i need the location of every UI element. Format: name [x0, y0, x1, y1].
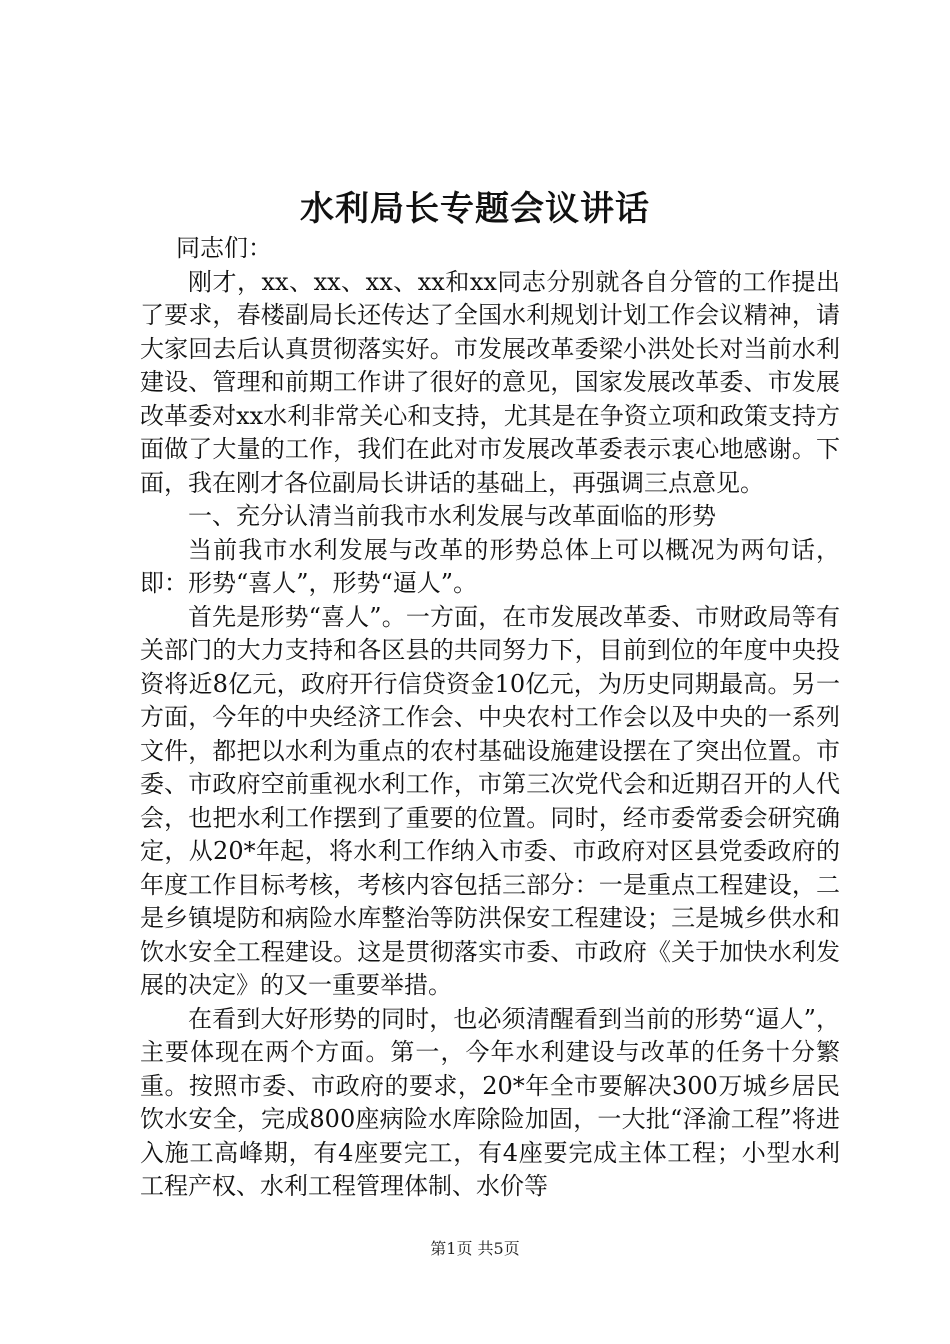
paragraph-favorable-situation: 首先是形势“喜人”。一方面，在市发展改革委、市财政局等有关部门的大力支持和各区县的共同努力下，目前到位的年度中央投资将近8亿元，政府开行信贷资金10亿元，为历史同期最高。另一方面，今年的中央经济工作会、中央农村工作会以及中央的一系列文件，都把以水利为重点的农村基础设施建设摆在了突出位置。市委、市政府空前重视水利工作，市第三次党代会和近期召开的人代会，也把水利工作摆到了重要的位置。同时，经市委常委会研究确定，从20*年起，将水利工作纳入市委、市政府对区县党委政府的年度工作目标考核，考核内容包括三部分：一是重点工程建设，二是乡镇堤防和病险水库整治等防洪保安工程建设；三是城乡供水和饮水安全工程建设。这是贯彻落实市委、市政府《关于加快水利发展的决定》的又一重要举措。	[140, 602, 840, 999]
document-body	[140, 232, 840, 1204]
document-title: 水利局长专题会议讲话	[300, 189, 650, 229]
paragraph-intro: 刚才，xx、xx、xx、xx和xx同志分别就各自分管的工作提出了要求，春楼副局长还传达了全国水利规划计划工作会议精神，请大家回去后认真贯彻落实好。市发展改革委梁小洪处长对当前水利建设、管理和前期工作讲了很好的意见，国家发展改革委、市发展改革委对xx水利非常关心和支持，尤其是在争资立项和政策支持方面做了大量的工作，我们在此对市发展改革委表示衷心地感谢。下面，我在刚才各位副局长讲话的基础上，再强调三点意见。	[140, 267, 840, 497]
section-heading-1: 一、充分认清当前我市水利发展与改革面临的形势	[188, 502, 716, 530]
paragraph-pressing-situation: 在看到大好形势的同时，也必须清醒看到当前的形势“逼人”，主要体现在两个方面。第一，今年水利建设与改革的任务十分繁重。按照市委、市政府的要求，20*年全市要解决300万城乡居民饮水安全，完成800座病险水库除险加固，一大批“泽渝工程”将进入施工高峰期，有4座要完工，有4座要完成主体工程；小型水利工程产权、水利工程管理体制、水价等	[140, 1004, 840, 1200]
paragraph-situation-summary: 当前我市水利发展与改革的形势总体上可以概况为两句话，即：形势“喜人”，形势“逼人”。	[140, 535, 840, 597]
page-number-footer: 第1页 共5页	[430, 1239, 520, 1258]
salutation: 同志们：	[176, 234, 272, 262]
